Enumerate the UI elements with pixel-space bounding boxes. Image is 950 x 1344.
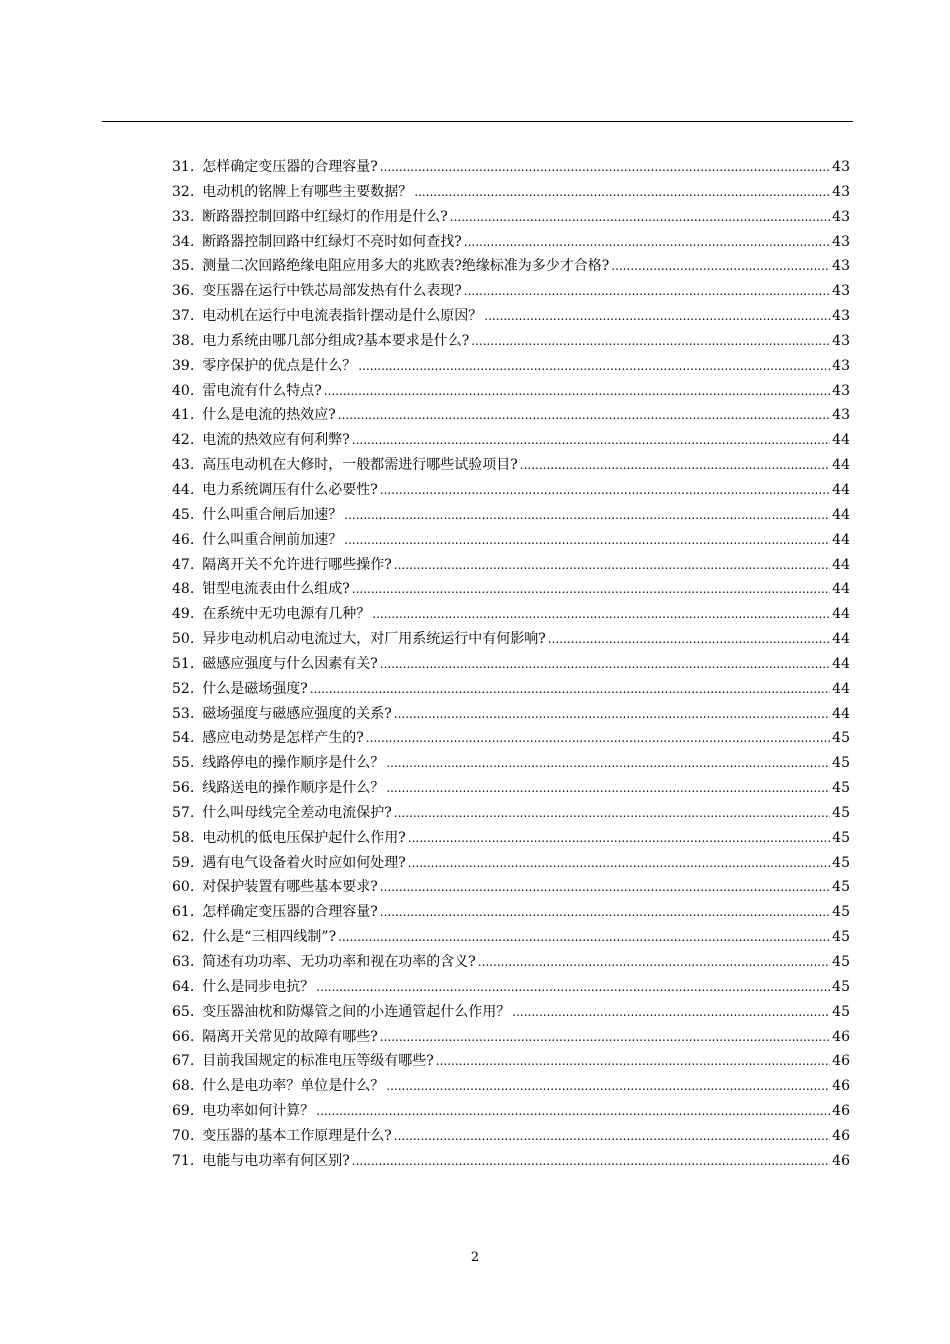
toc-entry[interactable] bbox=[172, 205, 850, 230]
toc-entry-page: 45 bbox=[832, 804, 850, 821]
toc-entry-page: 44 bbox=[832, 680, 850, 697]
toc-entry[interactable] bbox=[172, 453, 850, 478]
toc-entry-page: 43 bbox=[832, 357, 850, 374]
toc-entry-title: 对保护装置有哪些基本要求? bbox=[202, 879, 378, 896]
toc-entry[interactable] bbox=[172, 1099, 850, 1124]
toc-entry-number: 55. bbox=[172, 755, 195, 772]
toc-entry-page: 46 bbox=[832, 1053, 850, 1070]
toc-entry-number: 61. bbox=[172, 904, 195, 921]
toc-entry-number: 58. bbox=[172, 829, 195, 846]
toc-dot-leader bbox=[394, 553, 830, 578]
toc-dot-leader bbox=[310, 677, 830, 702]
toc-entry[interactable] bbox=[172, 950, 850, 975]
toc-entry[interactable] bbox=[172, 577, 850, 602]
toc-entry-title: 线路送电的操作顺序是什么？ bbox=[202, 780, 385, 797]
toc-entry-title: 隔离开关不允许进行哪些操作? bbox=[202, 556, 392, 573]
toc-entry-title: 测量二次回路绝缘电阻应用多大的兆欧表?绝缘标准为多少才合格? bbox=[202, 258, 610, 275]
toc-entry-number: 66. bbox=[172, 1028, 195, 1045]
toc-dot-leader bbox=[344, 528, 830, 553]
toc-entry[interactable] bbox=[172, 602, 850, 627]
toc-entry-page: 44 bbox=[832, 556, 850, 573]
toc-entry-title: 简述有功功率、无功功率和视在功率的含义? bbox=[202, 954, 476, 970]
toc-dot-leader bbox=[372, 602, 830, 627]
toc-dot-leader bbox=[611, 254, 830, 279]
toc-entry[interactable] bbox=[172, 726, 850, 751]
toc-entry[interactable] bbox=[172, 279, 850, 304]
toc-entry-number: 60. bbox=[172, 879, 195, 896]
toc-entry-number: 57. bbox=[172, 804, 195, 821]
toc-entry-page: 44 bbox=[832, 481, 850, 498]
toc-entry-number: 43. bbox=[172, 457, 195, 474]
toc-entry[interactable] bbox=[172, 1124, 850, 1149]
toc-entry[interactable] bbox=[172, 553, 850, 578]
toc-dot-leader bbox=[324, 379, 830, 404]
toc-dot-leader bbox=[484, 304, 830, 329]
toc-entry-number: 38. bbox=[172, 332, 195, 349]
toc-dot-leader bbox=[414, 180, 830, 205]
toc-entry-number: 39. bbox=[172, 357, 195, 374]
toc-entry-page: 45 bbox=[832, 730, 850, 747]
toc-entry-page: 46 bbox=[832, 1103, 850, 1120]
toc-entry-page: 44 bbox=[832, 457, 850, 474]
toc-dot-leader bbox=[436, 1049, 830, 1074]
toc-entry-title: 断路器控制回路中红绿灯的作用是什么? bbox=[202, 208, 448, 225]
toc-entry-page: 43 bbox=[832, 332, 850, 349]
toc-entry-title: 磁感应强度与什么因素有关? bbox=[202, 655, 378, 672]
toc-entry-title: 怎样确定变压器的合理容量? bbox=[202, 159, 378, 175]
toc-entry-title: 电功率如何计算？ bbox=[202, 1103, 315, 1120]
toc-entry-number: 50. bbox=[172, 631, 195, 648]
toc-dot-leader bbox=[464, 279, 830, 304]
toc-entry[interactable] bbox=[172, 329, 850, 354]
toc-dot-leader bbox=[338, 403, 830, 428]
toc-dot-leader bbox=[344, 503, 830, 528]
toc-dot-leader bbox=[380, 875, 830, 900]
toc-entry[interactable] bbox=[172, 155, 850, 180]
toc-entry-number: 33. bbox=[172, 208, 195, 225]
toc-entry-title: 在系统中无功电源有几种？ bbox=[202, 606, 371, 623]
toc-dot-leader bbox=[316, 1099, 830, 1124]
toc-entry-title: 什么是磁场强度? bbox=[202, 680, 308, 697]
toc-entry[interactable] bbox=[172, 428, 850, 453]
toc-entry[interactable] bbox=[172, 702, 850, 727]
toc-entry-page: 46 bbox=[832, 1078, 850, 1095]
toc-entry-number: 71. bbox=[172, 1152, 195, 1169]
header-rule bbox=[102, 121, 853, 122]
toc-entry-number: 41. bbox=[172, 407, 195, 424]
toc-dot-leader bbox=[386, 751, 830, 776]
toc-dot-leader bbox=[408, 826, 830, 851]
toc-dot-leader bbox=[338, 925, 830, 950]
toc-entry-page: 43 bbox=[832, 233, 850, 250]
toc-entry-title: 什么叫重合闸后加速？ bbox=[202, 506, 343, 523]
toc-entry[interactable] bbox=[172, 1025, 850, 1050]
toc-entry-page: 43 bbox=[832, 308, 850, 325]
toc-entry-title: 电动机的铭牌上有哪些主要数据？ bbox=[202, 183, 413, 200]
table-of-contents bbox=[172, 155, 850, 1174]
toc-dot-leader bbox=[464, 230, 830, 255]
toc-entry-page: 46 bbox=[832, 1028, 850, 1045]
toc-entry[interactable] bbox=[172, 528, 850, 553]
toc-entry[interactable] bbox=[172, 304, 850, 329]
toc-dot-leader bbox=[316, 975, 830, 1000]
toc-entry-page: 43 bbox=[832, 407, 850, 424]
toc-entry-number: 53. bbox=[172, 705, 195, 722]
toc-entry[interactable] bbox=[172, 875, 850, 900]
toc-entry-page: 46 bbox=[832, 1127, 850, 1144]
toc-entry-title: 线路停电的操作顺序是什么？ bbox=[202, 755, 385, 772]
page-number: 2 bbox=[470, 1250, 480, 1265]
toc-entry[interactable] bbox=[172, 652, 850, 677]
toc-entry[interactable] bbox=[172, 751, 850, 776]
toc-entry[interactable] bbox=[172, 354, 850, 379]
toc-entry-number: 31. bbox=[172, 159, 195, 175]
toc-entry-title: 电动机在运行中电流表指针摆动是什么原因？ bbox=[202, 308, 483, 325]
toc-entry-title: 断路器控制回路中红绿灯不亮时如何查找? bbox=[202, 233, 462, 250]
toc-entry[interactable] bbox=[172, 627, 850, 652]
toc-entry-title: 钳型电流表由什么组成? bbox=[202, 581, 350, 598]
toc-entry[interactable] bbox=[172, 826, 850, 851]
toc-entry-page: 44 bbox=[832, 506, 850, 523]
toc-dot-leader bbox=[380, 478, 830, 503]
toc-entry-number: 63. bbox=[172, 954, 195, 970]
toc-entry[interactable] bbox=[172, 1049, 850, 1074]
toc-entry-number: 42. bbox=[172, 432, 195, 449]
toc-entry-title: 异步电动机启动电流过大，对厂用系统运行中有何影响? bbox=[202, 631, 546, 648]
toc-entry[interactable] bbox=[172, 230, 850, 255]
toc-dot-leader bbox=[471, 329, 830, 354]
toc-entry-page: 46 bbox=[832, 1152, 850, 1169]
toc-entry-title: 什么是同步电抗？ bbox=[202, 978, 315, 995]
toc-entry-page: 44 bbox=[832, 705, 850, 722]
toc-entry-page: 43 bbox=[832, 183, 850, 200]
toc-dot-leader bbox=[394, 702, 830, 727]
toc-entry-title: 怎样确定变压器的合理容量? bbox=[202, 904, 378, 921]
toc-entry-number: 59. bbox=[172, 854, 195, 871]
toc-entry-page: 43 bbox=[832, 283, 850, 300]
toc-entry-page: 45 bbox=[832, 929, 850, 946]
toc-dot-leader bbox=[478, 950, 830, 975]
toc-entry-title: 什么是电流的热效应? bbox=[202, 407, 336, 424]
toc-entry[interactable] bbox=[172, 1149, 850, 1174]
toc-entry-title: 电动机的低电压保护起什么作用? bbox=[202, 829, 406, 846]
toc-entry-page: 43 bbox=[832, 258, 850, 275]
toc-entry-number: 51. bbox=[172, 655, 195, 672]
toc-entry-title: 磁场强度与磁感应强度的关系? bbox=[202, 705, 392, 722]
toc-entry[interactable] bbox=[172, 1000, 850, 1025]
toc-entry-page: 43 bbox=[832, 382, 850, 399]
toc-entry-page: 45 bbox=[832, 978, 850, 995]
toc-dot-leader bbox=[358, 354, 830, 379]
toc-entry-number: 68. bbox=[172, 1078, 195, 1095]
toc-entry-number: 45. bbox=[172, 506, 195, 523]
toc-entry-title: 什么叫母线完全差动电流保护? bbox=[202, 804, 392, 821]
toc-entry-title: 电力系统调压有什么必要性? bbox=[202, 481, 378, 498]
toc-entry-title: 什么是“三相四线制”? bbox=[202, 929, 337, 946]
toc-entry-title: 隔离开关常见的故障有哪些? bbox=[202, 1028, 378, 1045]
toc-dot-leader bbox=[520, 453, 830, 478]
toc-entry-title: 高压电动机在大修时，一般都需进行哪些试验项目? bbox=[202, 457, 518, 474]
toc-dot-leader bbox=[386, 1074, 830, 1099]
toc-entry-page: 44 bbox=[832, 432, 850, 449]
toc-entry-title: 感应电动势是怎样产生的? bbox=[202, 730, 364, 747]
toc-entry-page: 45 bbox=[832, 854, 850, 871]
toc-entry-page: 43 bbox=[832, 159, 850, 175]
toc-entry[interactable] bbox=[172, 925, 850, 950]
toc-entry[interactable] bbox=[172, 851, 850, 876]
toc-entry[interactable] bbox=[172, 379, 850, 404]
toc-entry-number: 48. bbox=[172, 581, 195, 598]
toc-entry-number: 37. bbox=[172, 308, 195, 325]
toc-entry-page: 43 bbox=[832, 208, 850, 225]
toc-entry-number: 49. bbox=[172, 606, 195, 623]
toc-entry-title: 什么叫重合闸前加速？ bbox=[202, 531, 343, 548]
toc-dot-leader bbox=[394, 1124, 830, 1149]
toc-dot-leader bbox=[380, 900, 830, 925]
toc-entry-page: 44 bbox=[832, 631, 850, 648]
toc-entry-title: 零序保护的优点是什么？ bbox=[202, 357, 357, 374]
toc-dot-leader bbox=[380, 155, 830, 180]
toc-entry-title: 变压器的基本工作原理是什么? bbox=[202, 1127, 392, 1144]
toc-dot-leader bbox=[386, 776, 830, 801]
toc-entry-title: 雷电流有什么特点? bbox=[202, 382, 322, 399]
toc-entry[interactable] bbox=[172, 1074, 850, 1099]
toc-entry-title: 电能与电功率有何区别? bbox=[202, 1152, 350, 1169]
toc-entry-title: 目前我国规定的标准电压等级有哪些? bbox=[202, 1053, 434, 1070]
toc-entry-title: 变压器油枕和防爆管之间的小连通管起什么作用？ bbox=[202, 1003, 511, 1020]
toc-entry-page: 45 bbox=[832, 780, 850, 797]
toc-entry-number: 47. bbox=[172, 556, 195, 573]
toc-entry-page: 44 bbox=[832, 531, 850, 548]
toc-dot-leader bbox=[548, 627, 830, 652]
toc-entry-number: 44. bbox=[172, 481, 195, 498]
toc-entry[interactable] bbox=[172, 900, 850, 925]
toc-dot-leader bbox=[352, 1149, 830, 1174]
toc-entry-title: 电力系统由哪几部分组成?基本要求是什么? bbox=[202, 332, 470, 349]
toc-entry-number: 69. bbox=[172, 1103, 195, 1120]
toc-entry-title: 什么是电功率？单位是什么？ bbox=[202, 1078, 385, 1095]
toc-entry-number: 36. bbox=[172, 283, 195, 300]
toc-entry[interactable] bbox=[172, 403, 850, 428]
toc-entry-number: 32. bbox=[172, 183, 195, 200]
toc-entry[interactable] bbox=[172, 478, 850, 503]
toc-entry-number: 46. bbox=[172, 531, 195, 548]
toc-entry-number: 40. bbox=[172, 382, 195, 399]
toc-entry-number: 67. bbox=[172, 1053, 195, 1070]
toc-dot-leader bbox=[408, 851, 830, 876]
toc-entry-page: 45 bbox=[832, 829, 850, 846]
toc-entry-page: 44 bbox=[832, 581, 850, 598]
toc-entry-number: 35. bbox=[172, 258, 195, 275]
toc-entry[interactable] bbox=[172, 776, 850, 801]
toc-entry[interactable] bbox=[172, 975, 850, 1000]
toc-dot-leader bbox=[450, 205, 830, 230]
toc-entry-page: 45 bbox=[832, 879, 850, 896]
toc-dot-leader bbox=[512, 1000, 830, 1025]
toc-entry-number: 52. bbox=[172, 680, 195, 697]
toc-entry-number: 62. bbox=[172, 929, 195, 946]
toc-dot-leader bbox=[380, 1025, 830, 1050]
toc-entry[interactable] bbox=[172, 677, 850, 702]
toc-dot-leader bbox=[366, 726, 830, 751]
toc-entry-page: 45 bbox=[832, 755, 850, 772]
toc-dot-leader bbox=[394, 801, 830, 826]
toc-dot-leader bbox=[352, 428, 830, 453]
toc-entry-page: 45 bbox=[832, 1003, 850, 1020]
toc-entry-number: 54. bbox=[172, 730, 195, 747]
toc-entry-page: 44 bbox=[832, 655, 850, 672]
toc-entry-page: 45 bbox=[832, 904, 850, 921]
toc-entry-number: 56. bbox=[172, 780, 195, 797]
toc-entry[interactable] bbox=[172, 801, 850, 826]
toc-dot-leader bbox=[352, 577, 830, 602]
toc-dot-leader bbox=[380, 652, 830, 677]
toc-entry-number: 70. bbox=[172, 1127, 195, 1144]
toc-entry-page: 45 bbox=[832, 954, 850, 970]
toc-entry[interactable] bbox=[172, 180, 850, 205]
toc-entry-title: 电流的热效应有何利弊? bbox=[202, 432, 350, 449]
toc-entry-title: 变压器在运行中铁芯局部发热有什么表现? bbox=[202, 283, 462, 300]
toc-entry-page: 44 bbox=[832, 606, 850, 623]
toc-entry[interactable] bbox=[172, 503, 850, 528]
toc-entry-number: 34. bbox=[172, 233, 195, 250]
toc-entry-title: 遇有电气设备着火时应如何处理? bbox=[202, 854, 406, 871]
toc-entry[interactable] bbox=[172, 254, 850, 279]
toc-entry-number: 65. bbox=[172, 1003, 195, 1020]
toc-entry-number: 64. bbox=[172, 978, 195, 995]
